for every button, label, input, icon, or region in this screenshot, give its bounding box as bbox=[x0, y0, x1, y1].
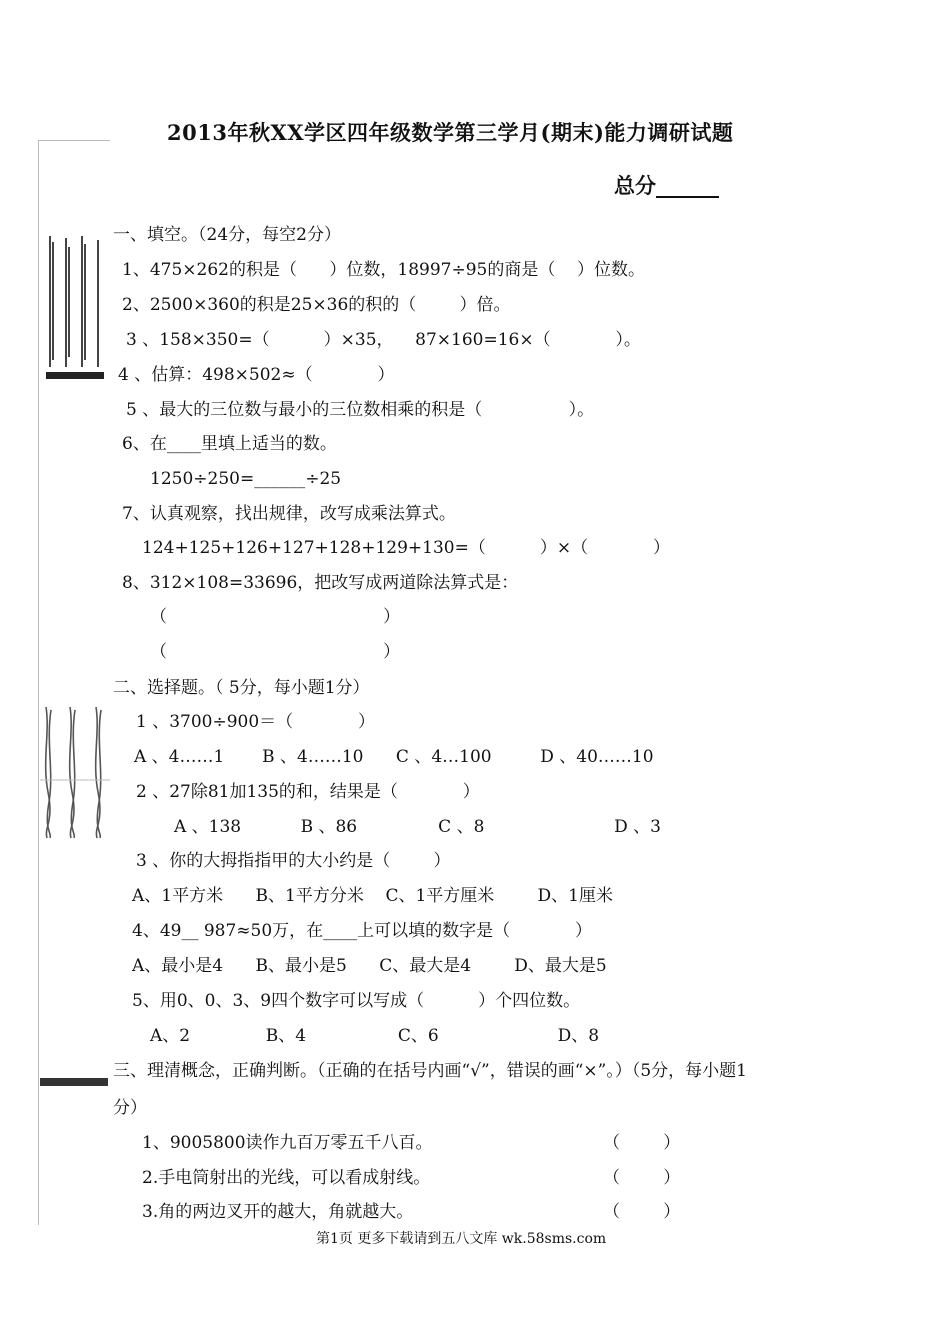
s1-question-4: 4 、估算：498×502≈（ ） bbox=[118, 365, 395, 385]
s3-answer-paren-2: （ ） bbox=[603, 1168, 681, 1188]
binding-top-line bbox=[38, 140, 110, 141]
s1-question-7-line: 124+125+126+127+128+129+130=（ ）×（ ） bbox=[142, 538, 670, 558]
s2-question-5: 5、用0、0、3、9四个数字可以写成（ ）个四位数。 bbox=[132, 991, 581, 1011]
binding-line bbox=[38, 140, 39, 1225]
page-title: 2013年秋XX学区四年级数学第三学月(期末)能力调研试题 bbox=[167, 120, 734, 145]
s2-question-3-options: A、1平方米 B、1平方分米 C、1平方厘米 D、1厘米 bbox=[132, 886, 613, 906]
s2-question-4-options: A、最小是4 B、最小是5 C、最大是4 D、最大是5 bbox=[132, 956, 607, 976]
section-3-heading-cont: 分） bbox=[113, 1098, 147, 1118]
s3-question-3: 3.角的两边叉开的越大，角就越大。 bbox=[142, 1202, 414, 1222]
section-3-heading: 三、理清概念，正确判断。（正确的在括号内画“√”，错误的画“×”。）（5分，每小题1 bbox=[113, 1061, 747, 1081]
s2-question-1: 1 、3700÷900＝（ ） bbox=[136, 712, 376, 732]
s1-question-2: 2、2500×360的积是25×36的积的（ ）倍。 bbox=[122, 295, 511, 315]
s1-question-1: 1、475×262的积是（ ）位数，18997÷95的商是（ ）位数。 bbox=[122, 260, 645, 280]
s2-question-1-options: A 、4……1 B 、4……10 C 、4…100 D 、40……10 bbox=[134, 747, 654, 767]
s3-answer-paren-1: （ ） bbox=[603, 1133, 681, 1153]
s1-question-6-line: 1250÷250=______÷25 bbox=[150, 469, 342, 489]
s2-question-2-options: A 、138 B 、86 C 、8 D 、3 bbox=[174, 817, 661, 837]
s2-question-2: 2 、27除81加135的和，结果是（ ） bbox=[136, 782, 480, 802]
s3-question-1: 1、9005800读作九百万零五千八百。 bbox=[142, 1133, 433, 1153]
section-2-heading: 二、选择题。（ 5分，每小题1分） bbox=[113, 678, 370, 698]
s1-question-8-line-1: （ ） bbox=[150, 607, 401, 627]
s2-question-4: 4、49__ 987≈50万，在____上可以填的数字是（ ） bbox=[132, 921, 593, 941]
s1-question-8-line-2: （ ） bbox=[150, 642, 401, 662]
s1-question-8: 8、312×108=33696，把改写成两道除法算式是： bbox=[122, 573, 519, 593]
s3-answer-paren-3: （ ） bbox=[603, 1202, 681, 1222]
binding-marks-middle bbox=[40, 702, 110, 842]
s1-question-6: 6、在____里填上适当的数。 bbox=[122, 434, 337, 454]
page-footer: 第1页 更多下载请到五八文库 wk.58sms.com bbox=[316, 1231, 607, 1247]
total-score: 总分______ bbox=[614, 173, 719, 198]
binding-marks-top bbox=[44, 232, 106, 382]
section-1-heading: 一、填空。（24分，每空2分） bbox=[113, 225, 341, 245]
s1-question-5: 5 、最大的三位数与最小的三位数相乘的积是（ ）。 bbox=[126, 400, 595, 420]
s1-question-3: 3 、158×350=（ ）×35， 87×160=16×（ ）。 bbox=[126, 330, 641, 350]
binding-mark-bottom bbox=[40, 1078, 108, 1086]
s2-question-5-options: A、2 B、4 C、6 D、8 bbox=[150, 1026, 600, 1046]
s2-question-3: 3 、你的大拇指指甲的大小约是（ ） bbox=[136, 851, 451, 871]
s3-question-2: 2.手电筒射出的光线，可以看成射线。 bbox=[142, 1168, 431, 1188]
s1-question-7: 7、认真观察，找出规律，改写成乘法算式。 bbox=[122, 504, 456, 524]
